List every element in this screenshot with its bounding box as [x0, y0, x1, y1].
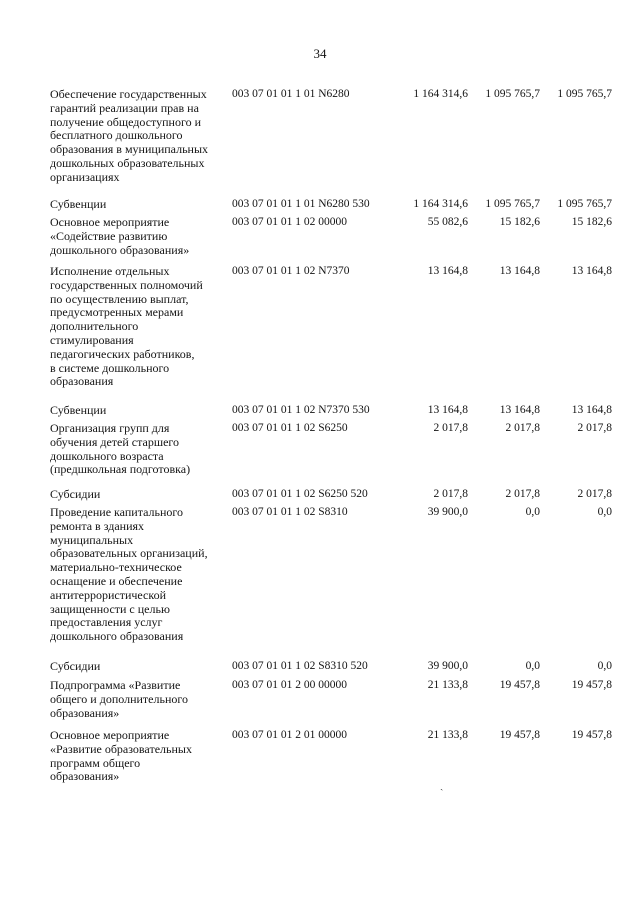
- row-name: Исполнение отдельных государственных полномочий по осуществлению выплат, предусмотренных мерами дополнительного стимулирования педагогических работников, в системе дошкольного образования: [50, 264, 203, 389]
- row-value-3: 1 095 765,7: [557, 198, 612, 210]
- row-value-1: 2 017,8: [433, 488, 468, 500]
- row-code: 003 07 01 01 2 01 00000: [232, 729, 347, 741]
- row-value-2: 0,0: [525, 506, 540, 518]
- row-value-3: 13 164,8: [571, 404, 612, 416]
- row-value-1: 13 164,8: [427, 265, 468, 277]
- row-name: Субвенции: [50, 197, 107, 211]
- row-name: Субсидии: [50, 487, 101, 501]
- row-code: 003 07 01 01 2 00 00000: [232, 679, 347, 691]
- row-value-2: 15 182,6: [499, 216, 540, 228]
- row-value-3: 0,0: [597, 506, 612, 518]
- row-name: Подпрограмма «Развитие общего и дополнительного образования»: [50, 678, 188, 720]
- row-value-3: 2 017,8: [577, 422, 612, 434]
- row-value-1: 13 164,8: [427, 404, 468, 416]
- row-name: Проведение капитального ремонта в зданиях муниципальных образовательных организаций, материально-техническое оснащение и обеспечение антитеррористической защищенности с целью предоставления услуг дошкольного образования: [50, 505, 208, 644]
- row-value-2: 1 095 765,7: [485, 88, 540, 100]
- row-value-1: 39 900,0: [427, 660, 468, 672]
- row-name: Обеспечение государственных гарантий реализации прав на получение общедоступного и бесплатного дошкольного образования в муниципальных дошкольных образовательных организациях: [50, 87, 209, 184]
- row-name: Основное мероприятие «Развитие образовательных программ общего образования»: [50, 728, 192, 784]
- row-name: Субсидии: [50, 659, 101, 673]
- row-value-3: 19 457,8: [571, 729, 612, 741]
- row-value-3: 0,0: [597, 660, 612, 672]
- row-value-1: 2 017,8: [433, 422, 468, 434]
- row-value-3: 15 182,6: [571, 216, 612, 228]
- row-code: 003 07 01 01 1 02 S6250 520: [232, 488, 368, 500]
- row-value-2: 0,0: [525, 660, 540, 672]
- row-value-1: 21 133,8: [427, 729, 468, 741]
- row-value-3: 19 457,8: [571, 679, 612, 691]
- row-code: 003 07 01 01 1 02 S8310: [232, 506, 348, 518]
- row-code: 003 07 01 01 1 02 N7370 530: [232, 404, 370, 416]
- row-name: Субвенции: [50, 403, 107, 417]
- row-value-3: 1 095 765,7: [557, 88, 612, 100]
- row-value-2: 2 017,8: [505, 488, 540, 500]
- row-value-2: 13 164,8: [499, 404, 540, 416]
- row-code: 003 07 01 01 1 02 S8310 520: [232, 660, 368, 672]
- row-value-1: 39 900,0: [427, 506, 468, 518]
- row-value-2: 19 457,8: [499, 729, 540, 741]
- row-value-1: 1 164 314,6: [413, 88, 468, 100]
- row-value-2: 1 095 765,7: [485, 198, 540, 210]
- row-value-2: 19 457,8: [499, 679, 540, 691]
- row-name: Организация групп для обучения детей старшего дошкольного возраста (предшкольная подготовка): [50, 421, 191, 477]
- row-code: 003 07 01 01 1 01 N6280: [232, 88, 350, 100]
- row-value-3: 13 164,8: [571, 265, 612, 277]
- row-name: Основное мероприятие «Содействие развитию дошкольного образования»: [50, 215, 190, 257]
- row-value-2: 2 017,8: [505, 422, 540, 434]
- row-value-3: 2 017,8: [577, 488, 612, 500]
- scan-speck: ˏ: [440, 780, 444, 791]
- page-number: 34: [313, 46, 327, 61]
- row-code: 003 07 01 01 1 01 N6280 530: [232, 198, 370, 210]
- row-value-1: 1 164 314,6: [413, 198, 468, 210]
- row-code: 003 07 01 01 1 02 N7370: [232, 265, 350, 277]
- row-value-1: 55 082,6: [427, 216, 468, 228]
- row-code: 003 07 01 01 1 02 00000: [232, 216, 347, 228]
- row-code: 003 07 01 01 1 02 S6250: [232, 422, 348, 434]
- row-value-1: 21 133,8: [427, 679, 468, 691]
- row-value-2: 13 164,8: [499, 265, 540, 277]
